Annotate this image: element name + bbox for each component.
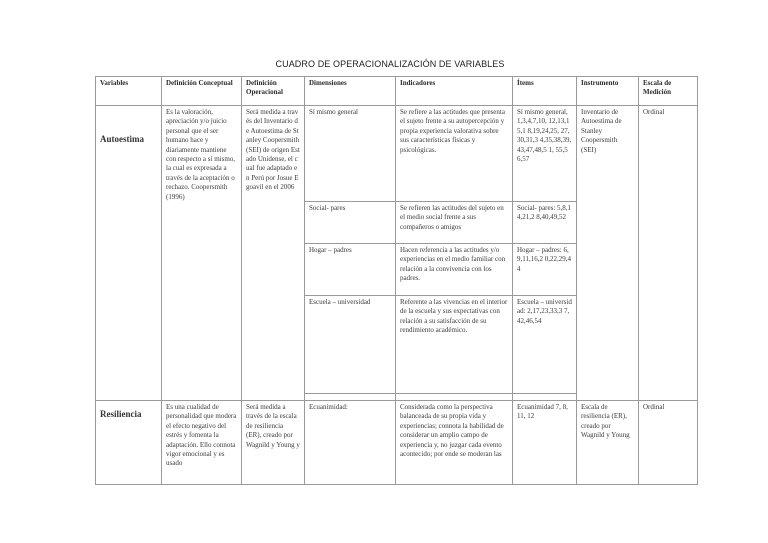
def-operacional-cell: Será medida a través de la escala de resiliencia (ER), creado por Wagnild y Young y (242, 401, 305, 485)
header-definicion-operacional: Definición Operacional (242, 77, 305, 106)
items-cell: Social- pares: 5,8,14,21,2 8,40,49,52 (513, 202, 577, 244)
indicator-cell: Hacen referencia a las actitudes y/o experiencias en el medio familiar con relación a la convivencia con los padres. (396, 244, 513, 296)
escala-cell: Ordinal (639, 401, 698, 485)
table-header-row (96, 77, 698, 106)
instrumento-cell: Escala de resiliencia (ER), creado por Wagnild y Young (577, 401, 639, 485)
dimension-cell: Escuela – universidad (305, 296, 396, 394)
table-row (96, 106, 698, 202)
header-escala: Escala de Medición (639, 77, 698, 106)
variable-cell (96, 401, 162, 485)
header-dimensiones: Dimensiones (305, 77, 396, 106)
def-operacional-cell: Será medida a través del Inventario de Autoestima de Stanley Coopersmith (SEI) de origen Estado Unidense, el cual fue adaptado en Perú por Josue Egoavil en el 2006 (242, 106, 305, 401)
header-items: Ítems (513, 77, 577, 106)
items-cell: Escuela – universidad: 2,17,23,33,3 7,42,46,54 (513, 296, 577, 394)
header-indicadores: Indicadores (396, 77, 513, 106)
items-cell: Sí mismo general, 1,3,4,7,10, 12,13,15,1 8,19,24,25, 27,30,31,3 4,35,38,39, 43,47,48,5 1, 55,56,57 (513, 106, 577, 202)
indicator-cell: Referente a las vivencias en el interior de la escuela y sus expectativas con relación a su satisfacción de su rendimiento académico. (396, 296, 513, 394)
items-cell: Hogar – padres: 6,9,11,16,2 0,22,29,44 (513, 244, 577, 296)
header-variables: Variables (96, 77, 162, 106)
header-instrumento: Instrumento (577, 77, 639, 106)
dimension-cell: Ecuanimidad: (305, 401, 396, 485)
operationalization-table (95, 76, 698, 485)
spacer-cell (513, 394, 577, 401)
spacer-cell (305, 394, 396, 401)
dimension-cell: Sí mismo general (305, 106, 396, 202)
header-definicion-conceptual: Definición Conceptual (162, 77, 242, 106)
def-conceptual-cell: Es una cualidad de personalidad que modera el efecto negativo del estrés y fomenta la adaptación. Ello connota vigor emocional y es usado (162, 401, 242, 485)
dimension-cell: Social- pares (305, 202, 396, 244)
variable-name: Resiliencia (100, 409, 142, 419)
indicator-cell: Se refieren las actitudes del sujeto en el medio social frente a sus compañeros o amigos (396, 202, 513, 244)
indicator-cell: Considerada como la perspectiva balanceada de su propia vida y experiencias; connota la habilidad de considerar un amplio campo de experiencia y, no juzgar cada evento acontecido; por ende se moderan las (396, 401, 513, 485)
instrumento-cell: Inventario de Autoestima de Stanley Coopersmith (SEI) (577, 106, 639, 401)
escala-cell: Ordinal (639, 106, 698, 401)
variable-cell (96, 106, 162, 401)
def-conceptual-cell: Es la valoración, apreciación y/o juicio personal que el ser humano hace y diariamente mantiene con respecto a sí mismo, la cual es expresada a través de la aceptación o rechazo. Coopersmith (1996) (162, 106, 242, 401)
indicator-cell: Se refiere a las actitudes que presenta el sujeto frente a su autopercepción y propia experiencia valorativa sobre sus características físicas y psicológicas. (396, 106, 513, 202)
spacer-cell (396, 394, 513, 401)
table-row (96, 401, 698, 485)
page-title: CUADRO DE OPERACIONALIZACIÓN DE VARIABLES (275, 59, 505, 69)
dimension-cell: Hogar – padres (305, 244, 396, 296)
variable-name: Autoestima (100, 134, 144, 144)
items-cell: Ecuanimidad 7, 8, 11, 12 (513, 401, 577, 485)
